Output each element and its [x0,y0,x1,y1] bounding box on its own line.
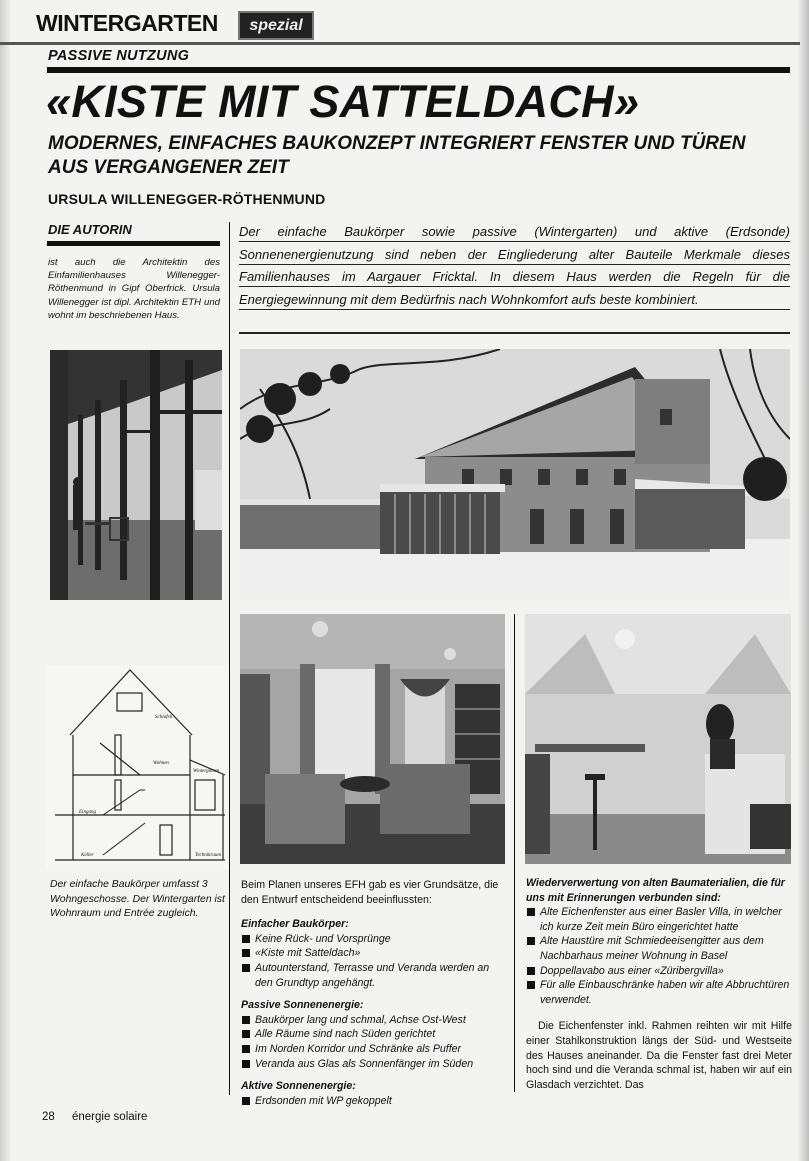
lead-rule-5 [239,332,790,334]
section-label: PASSIVE NUTZUNG [48,48,190,64]
group-heading-aktiv: Aktive Sonnenenergie: [241,1080,356,1093]
author-box-rule [47,241,220,246]
veranda-photo [50,350,222,600]
materials-body: Die Eichenfenster inkl. Rahmen reihten wir mit Hilfe einer Stahlkonstruktion längs der Süd- und Westseite des Hauses aneinander. Da die Fenster fast drei Meter hoch sind und die Veranda schmal ist, haben wir auf ein Glasdach verzichtet. Das [526,1020,792,1091]
lead-rule-3 [239,286,790,287]
principles-intro: Beim Planen unseres EFH gab es vier Grundsätze, die den Entwurf entscheidend beeinflussten: [241,879,499,906]
column-materials [526,876,792,1092]
lead-rule-4 [239,309,790,310]
author-bio: ist auch die Architektin des Einfamilienhauses Willenegger-Röthenmund in Gipf Oberfrick. Ursula Willenegger ist dipl. Architektin ETH und wohnt im beschriebenen Haus. [48,257,220,321]
list-item: Für alle Einbauschränke haben wir alte Abbruchtüren verwendet. [526,978,792,1007]
column-principles [241,878,509,1108]
column-divider-left [229,222,230,1095]
lead-paragraph: Der einfache Baukörper sowie passive (Wintergarten) und aktive (Erdsonde) Sonnenenergienutzung sind neben der Eingliederung alter Bauteile Merkmale dieses Familienhauses im Aargauer Fricktal. In diesem Haus werden die Regeln für die Energiegewinnung mit dem Bedürfnis nach Wohnkomfort aufs beste kombiniert. [239,224,790,307]
column-divider-right [514,614,515,1092]
group-heading-einfach: Einfacher Baukörper: [241,918,349,931]
header-badge: spezial [238,11,314,40]
lead-rule-1 [239,241,790,242]
header-brand: WINTERGARTEN [36,10,218,36]
header-rule [0,42,800,45]
publication-name: énergie solaire [72,1111,148,1123]
diagram-label-bottom: Keller [81,853,94,858]
office-photo [525,614,791,864]
page-title: «KISTE MIT SATTELDACH» [46,76,640,127]
page-gutter [0,0,10,1161]
house-exterior-photo [240,349,790,600]
page-edge [797,0,809,1161]
author-name: URSULA WILLENEGGER-RÖTHENMUND [48,191,326,207]
lead-rule-2 [239,264,790,265]
list-item: Alte Haustüre mit Schmiedeeisengitter aus dem Nachbarhaus meiner Wohnung in Basel [526,934,792,963]
diagram-label-low: Eingang [79,810,96,815]
list-item: Doppellavabo aus einer «Züribergvilla» [526,964,792,979]
list-item: Alle Räume sind nach Süden gerichtet [241,1027,509,1042]
diagram-caption: Der einfache Baukörper umfasst 3 Wohngeschosse. Der Wintergarten ist Wohnraum und Entrée zugleich. [50,879,225,919]
page-subtitle: MODERNES, EINFACHES BAUKONZEPT INTEGRIERT FENSTER UND TÜREN AUS VERGANGENER ZEIT [48,133,746,178]
living-room-photo [240,614,505,864]
page-number: 28 [42,1111,55,1123]
group-heading-passiv: Passive Sonnenenergie: [241,999,364,1012]
diagram-label-left: Wintergarten [193,769,220,774]
title-top-rule [47,67,790,73]
list-item: Alte Eichenfenster aus einer Basler Villa, in welcher ich kurze Zeit mein Büro eingerichtet hatte [526,905,792,934]
diagram-label-top: Schlafen [155,715,173,720]
diagram-label-bottom-right: Technikraum [195,853,221,858]
list-item: Autounterstand, Terrasse und Veranda werden an den Grundtyp angehängt. [241,961,509,990]
diagram-label-mid: Wohnen [153,761,169,766]
materials-heading: Wiederverwertung von alten Baumaterialien, die für uns mit Erinnerungen verbunden sind: [526,877,785,904]
page-footer [42,1111,147,1123]
list-item: Erdsonden mit WP gekoppelt [241,1094,509,1109]
author-box-heading: DIE AUTORIN [48,222,132,237]
list-item: Keine Rück- und Vorsprünge [241,932,509,947]
list-item: Im Norden Korridor und Schränke als Puffer [241,1042,509,1057]
section-drawing [45,665,230,870]
list-item: «Kiste mit Satteldach» [241,946,509,961]
list-item: Baukörper lang und schmal, Achse Ost-West [241,1013,509,1028]
list-item: Veranda aus Glas als Sonnenfänger im Süden [241,1057,509,1072]
